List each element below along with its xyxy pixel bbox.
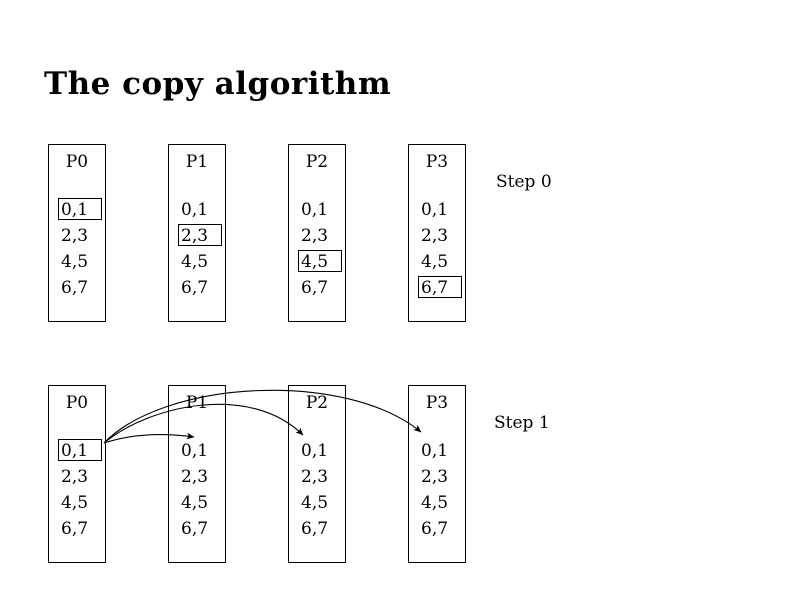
memory-cell-p0-2-step1: 4,5: [61, 493, 89, 513]
memory-cell-p2-0-step1: 0,1: [301, 441, 329, 461]
step-label-0: Step 0: [496, 172, 552, 192]
memory-cell-p2-2-step1: 4,5: [301, 493, 329, 513]
memory-cell-p0-1-step0: 2,3: [61, 226, 89, 246]
memory-cell-p1-0-step0: 0,1: [181, 200, 209, 220]
memory-cell-p0-3-step1: 6,7: [61, 519, 89, 539]
memory-cell-p1-3-step0: 6,7: [181, 278, 209, 298]
process-label-p2-step0: P2: [305, 152, 329, 172]
memory-cell-p3-1-step1: 2,3: [421, 467, 449, 487]
memory-cell-p3-1-step0: 2,3: [421, 226, 449, 246]
process-label-p3-step0: P3: [425, 152, 449, 172]
arrow-p0-to-p3: [104, 390, 421, 443]
step-label-1: Step 1: [494, 413, 550, 433]
memory-cell-p3-3-step0: 6,7: [418, 276, 462, 298]
process-label-p3-step1: P3: [425, 393, 449, 413]
memory-cell-p0-2-step0: 4,5: [61, 252, 89, 272]
memory-cell-p2-2-step0: 4,5: [298, 250, 342, 272]
memory-cell-p3-2-step1: 4,5: [421, 493, 449, 513]
memory-cell-p2-0-step0: 0,1: [301, 200, 329, 220]
memory-cell-p1-1-step1: 2,3: [181, 467, 209, 487]
page-title: The copy algorithm: [44, 66, 392, 102]
memory-cell-p2-3-step0: 6,7: [301, 278, 329, 298]
memory-cell-p2-1-step1: 2,3: [301, 467, 329, 487]
memory-cell-p1-0-step1: 0,1: [181, 441, 209, 461]
memory-cell-p1-2-step1: 4,5: [181, 493, 209, 513]
memory-cell-p2-3-step1: 6,7: [301, 519, 329, 539]
memory-cell-p3-0-step1: 0,1: [421, 441, 449, 461]
process-label-p1-step0: P1: [185, 152, 209, 172]
memory-cell-p0-0-step1: 0,1: [58, 439, 102, 461]
memory-cell-p1-3-step1: 6,7: [181, 519, 209, 539]
memory-cell-p0-1-step1: 2,3: [61, 467, 89, 487]
memory-cell-p3-0-step0: 0,1: [421, 200, 449, 220]
process-label-p0-step1: P0: [65, 393, 89, 413]
memory-cell-p0-0-step0: 0,1: [58, 198, 102, 220]
process-label-p0-step0: P0: [65, 152, 89, 172]
memory-cell-p1-2-step0: 4,5: [181, 252, 209, 272]
process-label-p2-step1: P2: [305, 393, 329, 413]
memory-cell-p3-2-step0: 4,5: [421, 252, 449, 272]
memory-cell-p3-3-step1: 6,7: [421, 519, 449, 539]
memory-cell-p1-1-step0: 2,3: [178, 224, 222, 246]
process-label-p1-step1: P1: [185, 393, 209, 413]
memory-cell-p0-3-step0: 6,7: [61, 278, 89, 298]
memory-cell-p2-1-step0: 2,3: [301, 226, 329, 246]
